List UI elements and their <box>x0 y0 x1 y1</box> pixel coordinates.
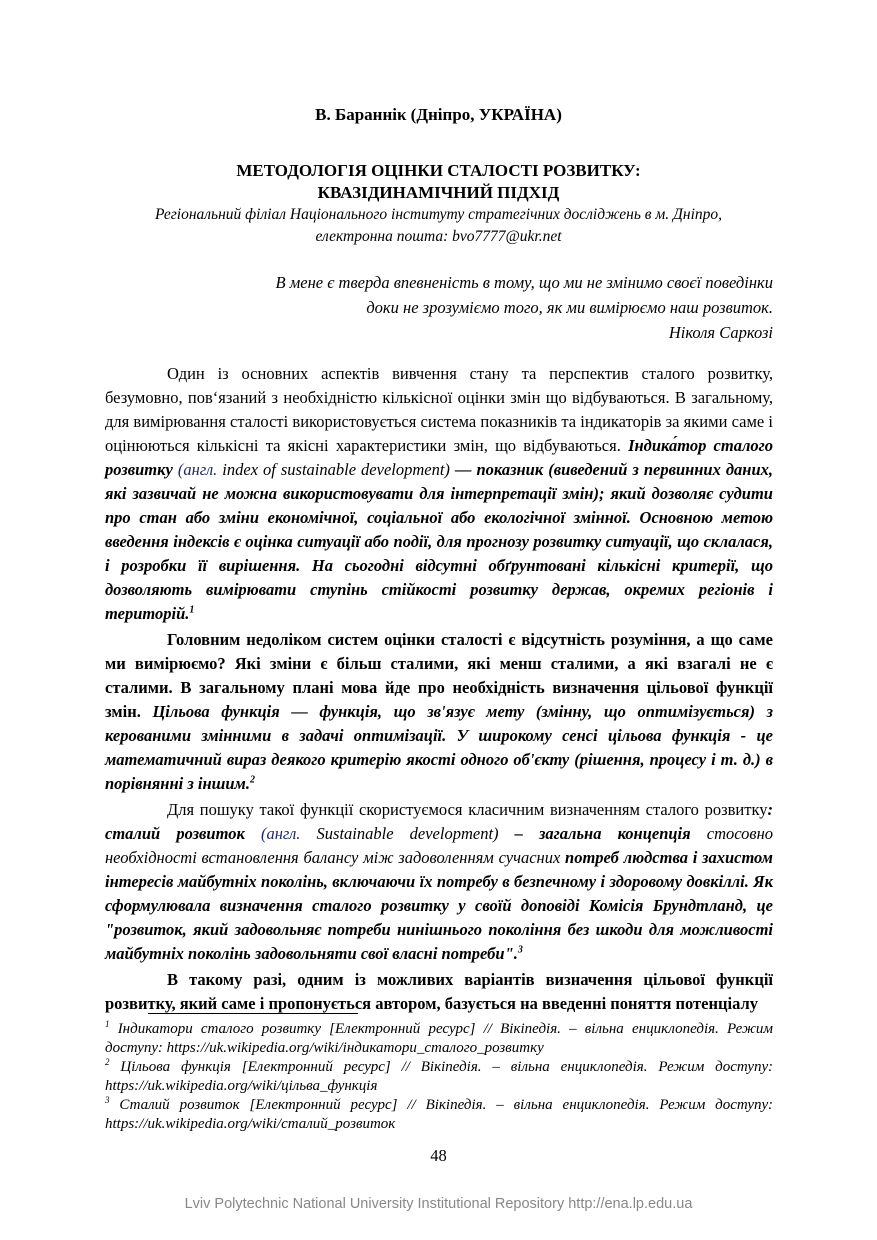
affiliation <box>0 204 877 248</box>
article-body <box>105 362 773 1016</box>
p3-lang-link[interactable]: англ. <box>266 824 301 843</box>
paragraph-2 <box>105 628 773 796</box>
p3-intro: Для пошуку такої функції скористуємося класичним визначенням сталого розвитку <box>167 800 768 819</box>
affiliation-line-2: електронна пошта: bvo7777@ukr.net <box>315 228 562 245</box>
footnote-1 <box>105 1020 773 1058</box>
epigraph-line-2: доки не зрозуміємо того, як ми вимірюємо наш розвиток. <box>366 298 773 317</box>
epigraph-attribution: Ніколя Саркозі <box>668 323 773 342</box>
footnote-number: 3 <box>105 1095 110 1105</box>
footnote-number: 2 <box>105 1057 110 1067</box>
epigraph <box>153 270 773 345</box>
footnote-3 <box>105 1096 773 1134</box>
p3-definition-a: – загальна <box>498 824 618 843</box>
p3-word-needs: потреб <box>565 848 619 867</box>
p1-intro: Один із основних аспектів вивчення стану та перспектив сталого розвитку, безумовно, пов‘язаний з необхідністю кількісної оцінки змін що відбуваються. В загальному, для вимірювання сталості використовується система показників та індикаторів за якими саме і оцінюються кількісні та якісні характеристики змін, що відбуваються. <box>105 364 773 455</box>
p1-term: Індика́тор сталого розвитку <box>105 436 774 479</box>
repository-notice: Lviv Polytechnic National University Institutional Repository http://ena.lp.edu.ua <box>184 1196 693 1212</box>
p1-lang-link[interactable]: англ. <box>183 460 218 479</box>
p3-term: : сталий розвиток <box>105 800 773 843</box>
paragraph-3 <box>105 798 773 966</box>
p3-definition-b: стосовно необхідності встановлення балансу між задоволенням сучасних <box>105 824 774 867</box>
title-line-2: КВАЗІДИНАМІЧНИЙ ПІДХІД <box>317 183 560 202</box>
paragraph-1 <box>105 362 773 626</box>
footnote-ref-3[interactable]: 3 <box>517 944 523 956</box>
footnote-ref-2[interactable]: 2 <box>249 774 255 786</box>
p1-eng-term: index of sustainable development) <box>217 460 450 479</box>
footnote-2 <box>105 1058 773 1096</box>
page-number: 48 <box>430 1146 447 1165</box>
footnote-text: Індикатори сталого розвитку [Електронний ресурс] // Вікіпедія. – вільна енциклопедія. Режим доступу: https://uk.wikipedia.org/wiki/індикатори_сталого_розвитку <box>105 1021 773 1056</box>
p2-intro: Головним недоліком систем оцінки сталості є відсутність розуміння, а що саме ми вимірюємо? Які зміни є більш сталими, які менш сталими, а які взагалі не є сталими. В загальному плані мова йде про необхідність визначення цільової функції змін. <box>105 630 773 721</box>
article-title <box>0 160 877 204</box>
affiliation-line-1: Регіональний філіал Національного інституту стратегічних досліджень в м. Дніпро, <box>154 206 723 223</box>
footnote-separator <box>148 1013 358 1014</box>
p1-definition: — показник (виведений з первинних даних, які зазвичай не можна використовувати для інтерпретації змін); який дозволяє судити про стан або зміни економічної, соціальної або екологічної змінної. Основною метою введення індексів є оцінка ситуації або події, для прогнозу розвитку ситуації, що склалася, і розробки її вирішення. На сьогодні відсутні обґрунтовані кількісні критерії, що дозволяють вимірювати ступінь стійкості розвитку держав, окремих регіонів і територій. <box>105 460 774 623</box>
title-line-1: МЕТОДОЛОГІЯ ОЦІНКИ СТАЛОСТІ РОЗВИТКУ: <box>236 161 641 180</box>
footnote-ref-1[interactable]: 1 <box>189 604 195 616</box>
footnote-text: Сталий розвиток [Електронний ресурс] // Вікіпедія. – вільна енциклопедія. Режим доступу: https://uk.wikipedia.org/wiki/сталий_розвиток <box>105 1097 773 1132</box>
epigraph-line-1: В мене є тверда впевненість в тому, що ми не змінимо своєї поведінки <box>275 273 773 292</box>
p3-word-concept: концепція <box>617 824 691 843</box>
p3-paren: ( <box>244 824 267 843</box>
footnote-number: 1 <box>105 1019 110 1029</box>
p3-definition-c: людства і захистом інтересів майбутніх поколінь, включаючи їх потребу в безпечному і здоровому довкіллі. Як сформулювала визначення сталого розвитку у своїй доповіді Комісія Брундтланд, це "розвиток, який задовольняє потреби нинішнього покоління без шкоди для можливості майбутніх поколінь задовольняти свої власні потреби". <box>105 848 773 963</box>
paragraph-4: В такому разі, одним із можливих варіантів визначення цільової функції розвитку, який саме і пропонується автором, базується на введенні поняття потенціалу <box>105 970 773 1013</box>
footnotes <box>105 1020 773 1134</box>
author-line: В. Баранніκ (Дніпро, УКРАЇНА) <box>315 105 562 124</box>
p1-paren: ( <box>177 460 184 479</box>
p2-definition: — функція, що зв'язує мету (змінну, що оптимізується) з керованими змінними в задачі оптимізації. У широкому сенсі цільова функція - це математичний вираз деякого критерію якості одного об'єкту (рішення, процесу і т. д.) в порівнянні з іншим. <box>105 702 773 793</box>
p3-eng-term: Sustainable development) <box>300 824 499 843</box>
p2-term: Цільова функція <box>152 702 280 721</box>
footnote-text: Цільова функція [Електронний ресурс] // Вікіпедія. – вільна енциклопедія. Режим доступу: https://uk.wikipedia.org/wiki/цільва_функція <box>105 1059 773 1094</box>
